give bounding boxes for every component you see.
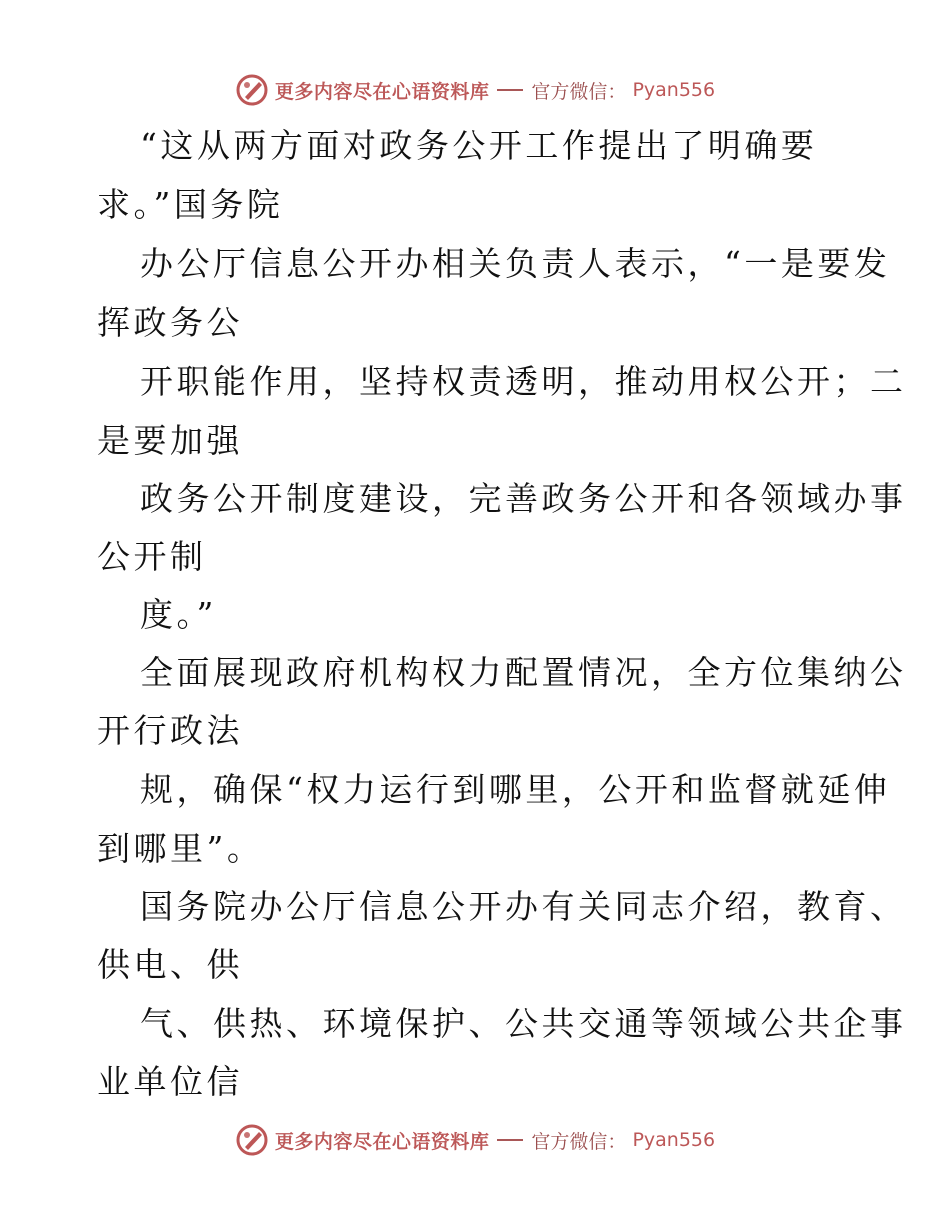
text-line: 开职能作用，坚持权责透明，推动用权公开；二	[140, 362, 907, 401]
watermark-ad-text: 更多内容尽在心语资料库	[274, 80, 490, 103]
text-line: 到哪里”。	[97, 829, 264, 868]
text-line: 业单位信	[97, 1062, 243, 1101]
text-line: 求。”国务院	[97, 185, 284, 224]
text-line: 公开制	[97, 537, 207, 576]
text-line: 是要加强	[97, 421, 243, 460]
text-line: 供电、供	[97, 945, 243, 984]
watermark-wechat-label: 官方微信：	[531, 1130, 627, 1153]
text-line: 开行政法	[97, 711, 243, 750]
logo-icon	[235, 1123, 269, 1157]
text-line: 办公厅信息公开办相关负责人表示，“一是要发	[140, 244, 891, 283]
watermark-wechat-id: Pyan556	[632, 1129, 716, 1151]
text-line: 度。”	[140, 595, 217, 634]
text-line: 国务院办公厅信息公开办有关同志介绍，教育、	[140, 887, 907, 926]
text-line: 气、供热、环境保护、公共交通等领域公共企事	[140, 1004, 907, 1043]
watermark-ad-text: 更多内容尽在心语资料库	[274, 1130, 490, 1153]
text-line: 全面展现政府机构权力配置情况，全方位集纳公	[140, 653, 907, 692]
text-line: 挥政务公	[97, 303, 243, 342]
footer-watermark-banner	[0, 1120, 950, 1160]
watermark-wechat-id: Pyan556	[632, 79, 716, 101]
text-line: “这从两方面对政务公开工作提出了明确要	[140, 126, 818, 165]
watermark-wechat-label: 官方微信：	[531, 80, 627, 103]
text-line: 规，确保“权力运行到哪里，公开和监督就延伸	[140, 770, 891, 809]
watermark-dash	[497, 1139, 523, 1141]
text-line: 政务公开制度建设，完善政务公开和各领域办事	[140, 479, 907, 518]
